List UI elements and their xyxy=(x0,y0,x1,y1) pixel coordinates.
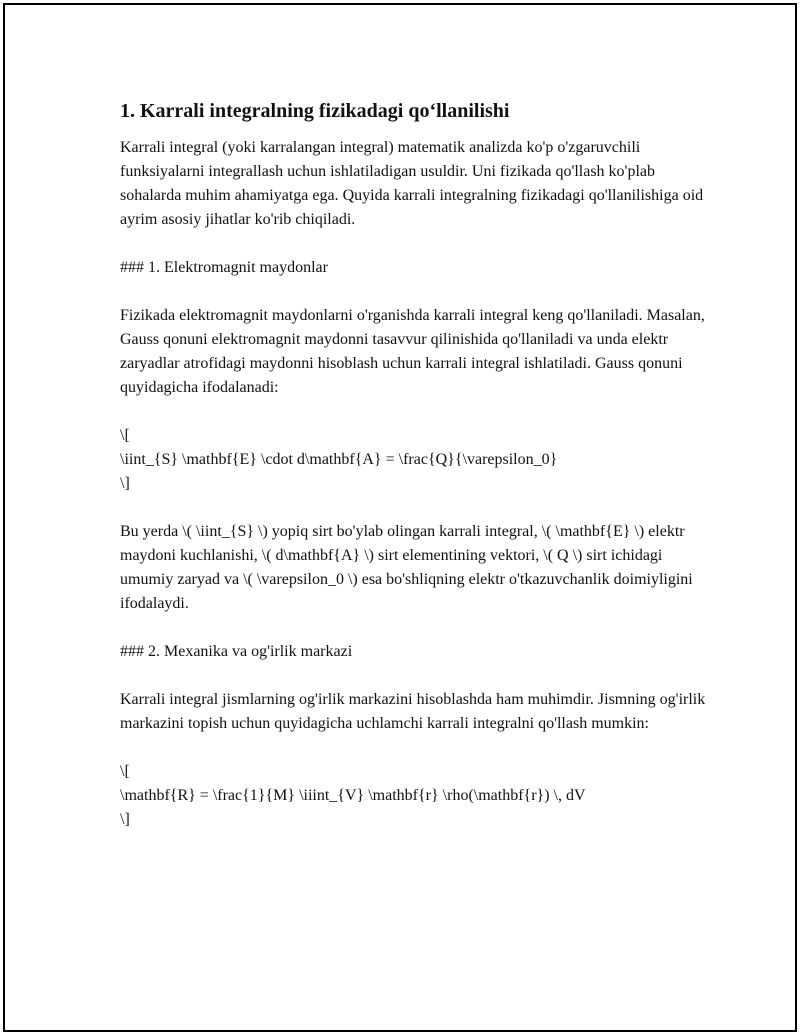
section-heading-mechanics: ### 2. Mexanika va og'irlik markazi xyxy=(120,643,353,660)
section2-paragraph-1: Karrali integral jismlarning og'irlik markazini hisoblashda ham muhimdir. Jismning og'irlik markazini topish uchun quyidagicha uchlamchi karrali integralni qo'llash mumkin: xyxy=(120,691,706,732)
section1-paragraph-2: Bu yerda \( \iint_{S} \) yopiq sirt bo'ylab olingan karrali integral, \( \mathbf{E} \) elektr maydoni kuchlanishi, \( d\mathbf{A} \) sirt elementining vektori, \( Q \) sirt ichidagi umumiy zaryad va \( \varepsilon_0 \) esa bo'shliqning elektr o'tkazuvchanlik doimiyligini ifodalaydi. xyxy=(120,523,693,612)
section1-paragraph-1: Fizikada elektromagnit maydonlarni o'rganishda karrali integral keng qo'llaniladi. Masalan, Gauss qonuni elektromagnit maydonni tasavvur qilinishida qo'llaniladi va unda elektr zaryadlar atrofidagi maydonni hisoblash uchun karrali integral ishlatiladi. Gauss qonuni quyidagicha ifodalanadi: xyxy=(120,307,705,396)
page-frame xyxy=(3,3,797,1032)
document-body xyxy=(120,98,710,856)
gauss-law-formula: \[ \iint_{S} \mathbf{E} \cdot d\mathbf{A} = \frac{Q}{\varepsilon_0} \] xyxy=(120,427,558,492)
section-heading-electromagnetic: ### 1. Elektromagnit maydonlar xyxy=(120,259,328,276)
intro-paragraph: Karrali integral (yoki karralangan integral) matematik analizda ko'p o'zgaruvchili funksiyalarni integrallash uchun ishlatiladigan usuldir. Uni fizikada qo'llash ko'plab sohalarda muhim ahamiyatga ega. Quyida karrali integralning fizikadagi qo'llanilishiga oid ayrim asosiy jihatlar ko'rib chiqiladi. xyxy=(120,139,704,228)
document-title: 1. Karrali integralning fizikadagi qoʻllanilishi xyxy=(120,100,510,122)
center-of-mass-formula: \[ \mathbf{R} = \frac{1}{M} \iiint_{V} \mathbf{r} \rho(\mathbf{r}) \, dV \] xyxy=(120,763,586,828)
